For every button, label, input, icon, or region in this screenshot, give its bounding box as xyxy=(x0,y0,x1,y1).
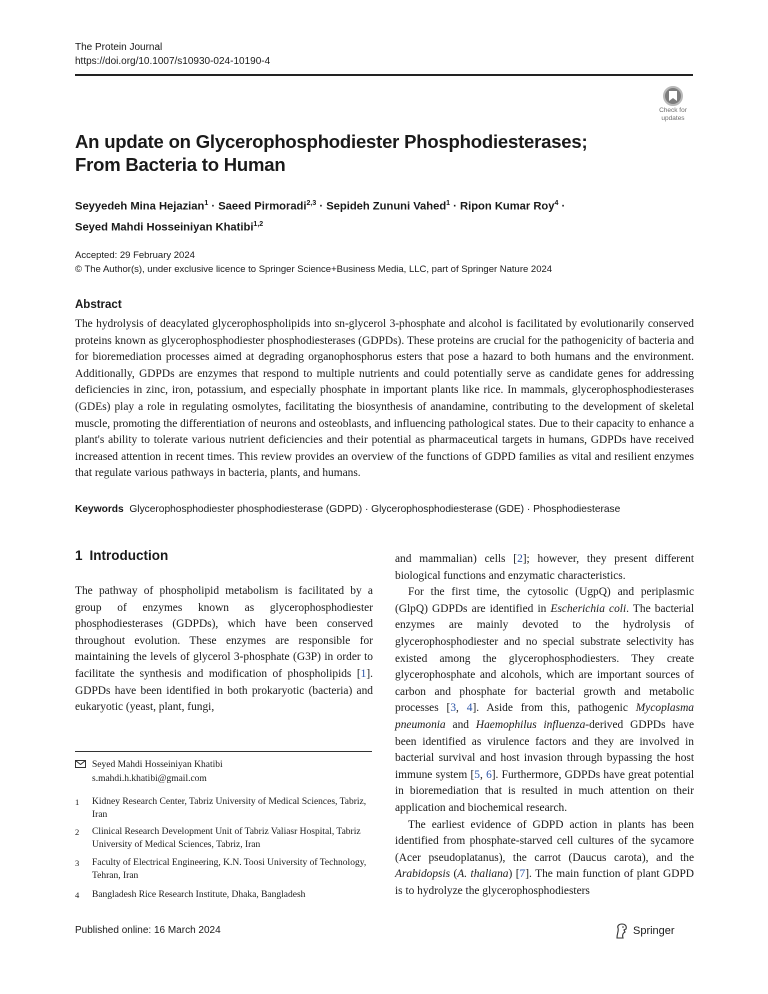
copyright-notice: © The Author(s), under exclusive licence to Springer Science+Business Media, LLC, part of Springer Nature 2024 xyxy=(75,264,553,275)
section-number: 1 xyxy=(75,548,83,563)
author-name[interactable]: Sepideh Zununi Vahed xyxy=(326,200,447,213)
citation-link[interactable]: 1 xyxy=(360,667,367,680)
envelope-icon xyxy=(75,760,86,773)
abstract-heading: Abstract xyxy=(75,299,122,311)
citation-link[interactable]: 3 xyxy=(450,702,457,715)
citation-link[interactable]: 7 xyxy=(519,868,526,881)
keywords xyxy=(75,504,694,515)
author-affiliation: 1,2 xyxy=(253,220,264,228)
contact-email[interactable]: s.mahdi.h.khatibi@gmail.com xyxy=(92,774,207,784)
author-name[interactable]: Seyed Mahdi Hosseiniyan Khatibi xyxy=(75,221,254,234)
doi-link[interactable]: https://doi.org/10.1007/s10930-024-10190-4 xyxy=(75,56,271,67)
author-affiliation: 2,3 xyxy=(306,200,317,207)
article-title: An update on Glycerophosphodiester Phosphodiesterases; From Bacteria to Human xyxy=(75,131,588,175)
author-affiliation: 4 xyxy=(554,200,559,207)
author-affiliation: 1 xyxy=(446,200,451,207)
paragraph: and mammalian) cells [2]; however, they present different biological functions and enzymatic characteristics. xyxy=(395,553,694,582)
author-affiliation: 1 xyxy=(204,200,209,207)
paragraph: For the first time, the cytosolic (UgpQ) and periplasmic (GlpQ) GDPDs are identified in Escherichia coli. The bacterial enzymes are mainly devoted to the hydrolysis of glycerophosphodiester and no special substrate selectivity has existed among the glycerophosphodiesters. They create glycerophosphate and alcohols, which are important sources of carbon and phosphate for bacterial growth and metabolic processes [3, 4]. Aside from this, pathogenic Mycoplasma pneumonia and Haemophilus influenza-derived GDPDs have been identified as virulence factors and they are involved in bacterial survival and host invasion through bypassing the host immune system [5, 6]. Furthermore, GDPDs have great potential in bioremediation that is resulted in much attention on their application and biochemical research. xyxy=(395,586,694,814)
published-date: Published online: 16 March 2024 xyxy=(75,925,221,936)
citation-link[interactable]: 6 xyxy=(486,768,492,781)
affiliation: 2 Clinical Research Development Unit of Tabriz Valiasr Hospital, Tabriz University of Medical Sciences, Tabriz, Iran xyxy=(75,827,361,850)
paragraph: The earliest evidence of GDPD action in plants has been identified from phosphate-starved cell cultures of the sycamore (Acer pseudoplatanus), the carrot (Daucus carota), and the Arabidopsis (A. thaliana) [7]. The main function of plant GDPD is to hydrolyze the glycerophosphodiesters xyxy=(395,818,695,897)
accepted-date: Accepted: 29 February 2024 xyxy=(75,250,195,261)
footnote-divider xyxy=(75,751,372,752)
header-divider xyxy=(75,74,693,76)
check-for-label: Check for xyxy=(659,107,687,114)
citation-link[interactable]: 4 xyxy=(466,702,473,715)
citation-link[interactable]: 2 xyxy=(517,553,523,565)
section-title: Introduction xyxy=(89,548,169,563)
publisher-logo xyxy=(614,923,675,939)
bookmark-icon xyxy=(663,86,683,106)
affiliation: 3 Faculty of Electrical Engineering, K.N. Toosi University of Technology, Tehran, Iran xyxy=(75,858,367,881)
intro-right-column xyxy=(395,551,694,899)
affiliation: 4 Bangladesh Rice Research Institute, Dhaka, Bangladesh xyxy=(75,890,306,900)
intro-left-column xyxy=(75,583,373,716)
contact-name: Seyed Mahdi Hosseiniyan Khatibi xyxy=(92,760,223,770)
publisher-name: Springer xyxy=(633,925,675,937)
corresponding-author xyxy=(75,759,223,786)
author-name[interactable]: Saeed Pirmoradi xyxy=(218,200,307,213)
author-name[interactable]: Ripon Kumar Roy xyxy=(460,200,555,213)
section-heading xyxy=(75,548,168,563)
paragraph: The pathway of phospholipid metabolism is facilitated by a group of enzymes known as glycerophosphodiester phosphodiesterases (GDPDs), which have been conserved throughout evolution. These enzymes are responsible for maintaining the levels of glycerol 3-phosphate (G3P) in order to facilitate the synthesis and modification of phospholipids [1]. GDPDs have been identified in both prokaryotic (bacteria) and eukaryotic (yeast, plant, fungi, xyxy=(75,585,373,714)
citation-link[interactable]: 5 xyxy=(474,768,480,781)
updates-label: updates xyxy=(661,115,685,122)
keywords-label: Keywords xyxy=(75,504,124,515)
springer-horse-icon xyxy=(614,923,628,939)
author-name[interactable]: Seyyedeh Mina Hejazian xyxy=(75,200,205,213)
keywords-text: Glycerophosphodiester phosphodiesterase (GDPD) · Glycerophosphodiesterase (GDE) · Phosphodiesterase xyxy=(129,504,621,515)
affiliation: 1 Kidney Research Center, Tabriz University of Medical Sciences, Tabriz, Iran xyxy=(75,797,367,820)
abstract-text: The hydrolysis of deacylated glycerophospholipids into sn-glycerol 3-phosphate and alcohol is facilitated by evolutionarily conserved proteins known as glycerophosphodiester phosphodiesterases (GDPDs). These proteins are crucial for the pathogenicity of bacteria and for bioremediation processes aimed at degrading organophosphorus esters that pose a hazard to both humans and the environment. Additionally, GDPDs are enzymes that respond to multiple nutrients and could potentially serve as candidate genes for addressing deficiencies in zinc, iron, potassium, and especially phosphate in important plants like rice. In mammals, glycerophosphodiesterases (GDEs) play a role in regulating osmolytes, facilitating the biosynthesis of anandamine, contributing to the development of skeletal muscle, promoting the differentiation of neurons and osteoblasts, and influencing pathological states. Due to their capacity to enhance a plant's ability to tolerate various nutrient deficiencies and their potential as pharmaceutical targets in humans, GDPDs have received increased attention in recent times. This review provides an overview of the functions of GDPD families as vital and resilient enzymes that regulate various pathways in bacteria, plants, and humans. xyxy=(75,318,694,480)
check-for-updates-badge[interactable] xyxy=(654,86,692,120)
journal-name: The Protein Journal xyxy=(75,42,163,53)
author-list: Seyyedeh Mina Hejazian$^1$ · Saeed Pirmoradi$^{2,3}$ · Sepideh Zununi Vahed$^1$ · Ripon Kumar Roy$^4$ · Seyed Mahdi Hosseiniyan Khatibi$^{1,2}$ xyxy=(75,200,566,234)
